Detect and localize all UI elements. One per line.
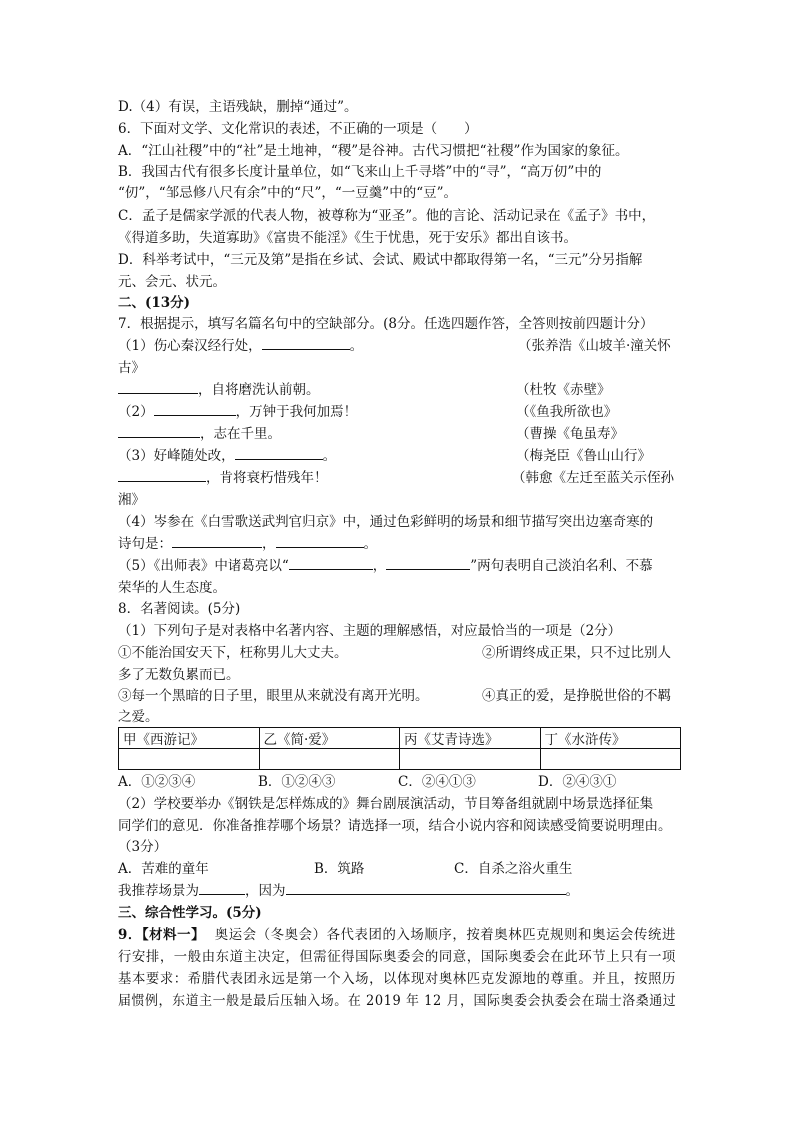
q7-item-8	[118, 555, 653, 577]
answer-blank[interactable]	[289, 555, 373, 570]
q8-sentence-3: ③每一个黑暗的日子里，眼里从来就没有离开光明。	[118, 688, 429, 704]
answer-blank[interactable]	[286, 880, 566, 895]
q8-sentence-4-cont: 之爱。	[118, 709, 159, 725]
q7-item-6-source: （韩愈《左迁至蓝关示侄孙	[512, 470, 674, 486]
answer-blank[interactable]	[262, 335, 350, 350]
recommendation-line	[118, 880, 579, 902]
answer-blank[interactable]	[118, 379, 198, 394]
q6-option-b: B．我国古代有很多长度计量单位，如“飞来山上千寻塔”中的“寻”，“高万仞”中的	[118, 164, 602, 180]
q7-item-6	[118, 467, 328, 489]
answer-cell[interactable]	[540, 749, 681, 770]
answer-blank[interactable]	[199, 880, 245, 895]
scene-choice-c[interactable]: C．自杀之浴火重生	[454, 861, 573, 877]
q6-option-d-cont: 元、会元、状元。	[118, 274, 226, 290]
q7-item-1	[118, 335, 363, 357]
book-cell-yi: 乙《简·爱》	[259, 728, 400, 749]
q7-item-8-text: （5）《出师表》中诸葛亮以“	[118, 558, 289, 574]
q7-item-1-text: （1）伤心秦汉经行处，	[118, 338, 262, 354]
question-7: 7．根据提示，填写名篇名句中的空缺部分。(8分。任选四题作答，全答则按前四题计分）	[118, 316, 654, 332]
period: 。	[565, 883, 579, 899]
scene-choice-a[interactable]: A．苦难的童年	[118, 861, 209, 877]
reason-label: ，因为	[245, 883, 286, 899]
q9-material-1-line4: 届惯例，东道主一般是最后压轴入场。在 2019 年 12 月，国际奥委会执委会在瑞士洛桑通过	[118, 993, 677, 1009]
q7-item-4-source: （曹操《龟虽寿》	[516, 426, 624, 442]
q8-part-1: （1）下列句子是对表格中名著内容、主题的理解感悟，对应最恰当的一项是（2分）	[118, 623, 622, 639]
q7-item-2	[118, 379, 320, 401]
q7-item-1-end: 。	[349, 338, 364, 354]
q7-item-6-source-cont: 湘》	[118, 492, 145, 508]
q7-item-7-answer	[118, 533, 377, 555]
q9-material-1-line2: 行安排，一般由东道主决定，但需征得国际奥委会的同意，国际奥委会在此环节上只有一项	[118, 949, 676, 965]
book-table	[118, 727, 681, 770]
period: 。	[363, 536, 377, 552]
answer-blank[interactable]	[386, 555, 470, 570]
answer-blank[interactable]	[118, 467, 206, 482]
q6-option-c: C．孟子是儒家学派的代表人物，被尊称为“亚圣”。他的言论、活动记录在《孟子》书中，	[118, 208, 656, 224]
q7-item-1-source-cont: 古》	[118, 360, 145, 376]
material-label: 9．【材料一】	[118, 927, 206, 943]
q7-item-2-text: ，自将磨洗认前朝。	[198, 382, 320, 398]
q8-option-d[interactable]: D．②④③①	[538, 774, 617, 790]
answer-blank[interactable]	[118, 423, 200, 438]
q7-item-4-text: ，志在千里。	[200, 426, 281, 442]
comma: ，	[372, 558, 387, 574]
q9-material-1-line3: 基本要求：希腊代表团永远是第一个入场，以体现对奥林匹克发源地的尊重。并且，按照历	[118, 971, 676, 987]
q7-item-8-cont: 荣华的人生态度。	[118, 580, 226, 596]
answer-blank[interactable]	[154, 401, 236, 416]
q8-part-2: （2）学校要举办《钢铁是怎样炼成的》舞台剧展演活动，节目筹备组就剧中场景选择征集	[118, 796, 654, 812]
q7-item-5	[118, 445, 336, 467]
q8-part-2-score: （3分）	[118, 839, 168, 855]
answer-cell[interactable]	[400, 749, 541, 770]
q7-item-2-source: （杜牧《赤壁》	[516, 382, 611, 398]
book-cell-jia: 甲《西游记》	[119, 728, 260, 749]
q8-sentence-4: ④真正的爱，是挣脱世俗的不羁	[482, 688, 671, 704]
answer-blank[interactable]	[276, 533, 364, 548]
q9-material-1	[118, 924, 676, 946]
q8-sentence-1: ①不能治国安天下，枉称男儿大丈夫。	[118, 645, 348, 661]
recommendation-label: 我推荐场景为	[118, 883, 199, 899]
answer-cell[interactable]	[119, 749, 260, 770]
section-2-heading: 二、(13分)	[118, 295, 191, 311]
q6-option-b-cont: “仞”，“邹忌修八尺有余”中的“尺”，“一豆羹”中的“豆”。	[118, 185, 458, 201]
q7-item-3-source: （《鱼我所欲也》	[516, 404, 618, 420]
q8-part-2-cont: 同学们的意见．你准备推荐哪个场景？请选择一项，结合小说内容和阅读感受简要说明理由。	[118, 818, 672, 834]
q7-item-5-source: （梅尧臣《鲁山山行》	[516, 448, 651, 464]
q8-sentence-2-cont: 多了无数负累而已。	[118, 667, 240, 683]
q7-item-7: （4）岑参在《白雪歌送武判官归京》中，通过色彩鲜明的场景和细节描写突出边塞奇寒的	[118, 514, 654, 530]
q7-item-7-label: 诗句是：	[118, 536, 172, 552]
q6-option-d: D．科举考试中，“三元及第”是指在乡试、会试、殿试中都取得第一名，“三元”分另指解	[118, 252, 643, 268]
q8-option-b[interactable]: B．①②④③	[258, 774, 336, 790]
q7-item-6-text: ，肯将衰朽惜残年！	[206, 470, 328, 486]
answer-blank[interactable]	[172, 533, 262, 548]
answer-blank[interactable]	[235, 445, 323, 460]
q7-item-3	[118, 401, 357, 423]
scene-choice-b[interactable]: B．筑路	[314, 861, 365, 877]
q7-item-3-label: （2）	[118, 404, 154, 420]
q6-option-a: A．“江山社稷”中的“社”是土地神，“稷”是谷神。古代习惯把“社稷”作为国家的象征。	[118, 143, 629, 159]
book-cell-ding: 丁《水浒传》	[540, 728, 681, 749]
question-8: 8．名著阅读。(5分)	[118, 601, 241, 617]
option-d-explanation: D.（4）有误，主语残缺，删掉“通过”。	[118, 99, 358, 115]
section-3-heading: 三、综合性学习。(5分)	[118, 905, 262, 921]
q7-item-4	[118, 423, 281, 445]
material-text: 奥运会（冬奥会）各代表团的入场顺序，按着奥林匹克规则和奥运会传统进	[214, 927, 676, 943]
q6-option-c-cont: 《得道多助，失道寡助》《富贵不能淫》《生于忧患，死于安乐》都出自该书。	[118, 230, 577, 246]
question-6: 6．下面对文学、文化常识的表述，不正确的一项是（ ）	[118, 121, 478, 137]
q8-option-a[interactable]: A．①②③④	[118, 774, 196, 790]
q7-item-3-text: ，万钟于我何加焉！	[235, 404, 358, 420]
comma: ，	[262, 536, 276, 552]
answer-cell[interactable]	[259, 749, 400, 770]
q7-item-5-text: （3）好峰随处改，	[118, 448, 235, 464]
q7-item-5-end: 。	[322, 448, 337, 464]
q8-sentence-2: ②所谓终成正果，只不过比别人	[482, 645, 671, 661]
q7-item-8-text-end: ”两句表明自己淡泊名利、不慕	[470, 558, 653, 574]
q8-option-c[interactable]: C．②④①③	[398, 774, 476, 790]
book-cell-bing: 丙《艾青诗选》	[400, 728, 541, 749]
q7-item-1-source: （张养浩《山坡羊·潼关怀	[518, 338, 671, 354]
